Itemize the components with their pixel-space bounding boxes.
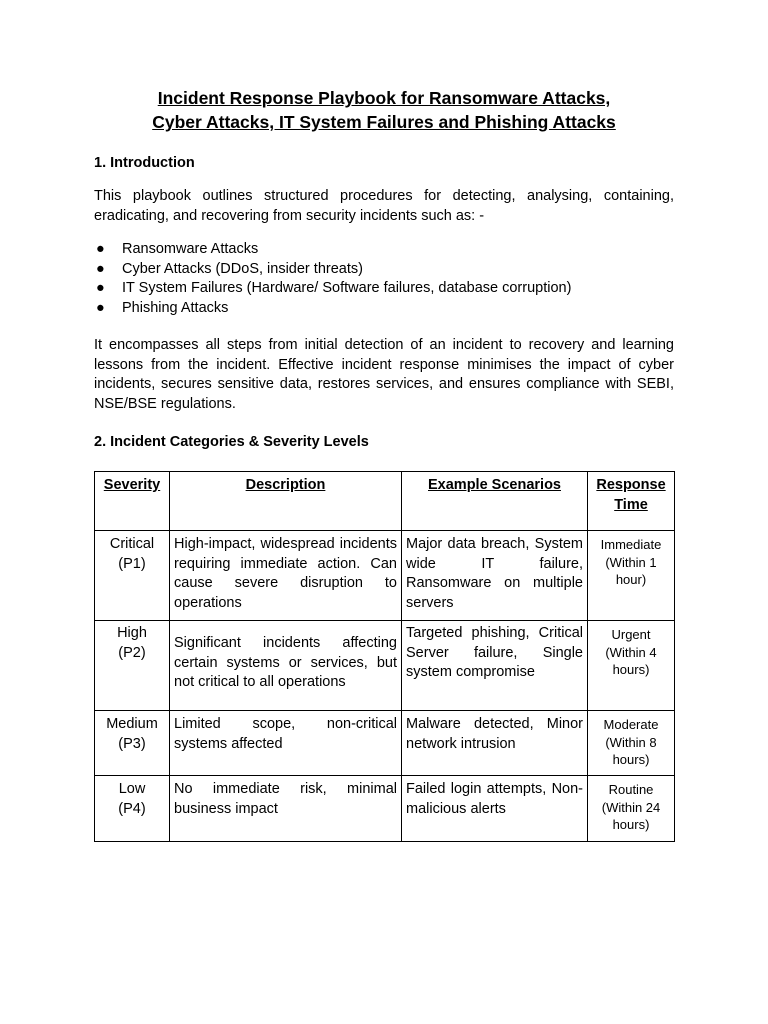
- section-heading-severity: 2. Incident Categories & Severity Levels: [94, 434, 369, 450]
- incident-type-list: [94, 240, 674, 318]
- response-time-cell: Routine (Within 24 hours): [588, 776, 675, 842]
- header-example-scenarios: Example Scenarios: [402, 472, 588, 531]
- response-time-cell: Immediate (Within 1 hour): [588, 531, 675, 621]
- list-item: ● Phishing Attacks: [94, 299, 674, 319]
- examples-cell: Targeted phishing, Critical Server failure, Single system compromise: [402, 621, 588, 711]
- description-cell: High-impact, widespread incidents requiring immediate action. Can cause severe disruption to operations: [170, 531, 402, 621]
- severity-table: [94, 471, 675, 842]
- scope-paragraph: It encompasses all steps from initial detection of an incident to recovery and learning lessons from the incident. Effective incident response minimises the impact of cyber incidents, secures sensitive data, restores services, and ensures compliance with SEBI, NSE/BSE regulations.: [94, 337, 674, 412]
- severity-cell: Medium (P3): [95, 711, 170, 776]
- list-item: ● Ransomware Attacks: [94, 240, 674, 260]
- list-item: ● Cyber Attacks (DDoS, insider threats): [94, 260, 674, 280]
- severity-cell: Low (P4): [95, 776, 170, 842]
- title-line-1: Incident Response Playbook for Ransomware Attacks,: [157, 88, 611, 108]
- header-response-time: Response Time: [588, 472, 675, 531]
- description-cell: No immediate risk, minimal business impact: [170, 776, 402, 842]
- header-severity: Severity: [95, 472, 170, 531]
- table-row: [95, 621, 675, 711]
- description-cell: Significant incidents affecting certain systems or services, but not critical to all operations: [170, 621, 402, 711]
- bullet-icon: ●: [96, 280, 105, 296]
- table-row: [95, 776, 675, 842]
- examples-cell: Major data breach, System wide IT failure, Ransomware on multiple servers: [402, 531, 588, 621]
- bullet-icon: ●: [96, 260, 105, 277]
- list-item: ● IT System Failures (Hardware/ Software failures, database corruption): [94, 279, 674, 299]
- severity-cell: Critical (P1): [95, 531, 170, 621]
- response-time-cell: Moderate (Within 8 hours): [588, 711, 675, 776]
- response-time-cell: Urgent (Within 4 hours): [588, 621, 675, 711]
- severity-cell: High (P2): [95, 621, 170, 711]
- intro-paragraph: This playbook outlines structured procedures for detecting, analysing, containing, eradicating, and recovering from security incidents such as: -: [94, 188, 674, 224]
- section-heading-introduction: 1. Introduction: [94, 155, 195, 171]
- table-header-row: [95, 472, 675, 531]
- table-row: [95, 711, 675, 776]
- bullet-icon: ●: [96, 241, 105, 257]
- header-description: Description: [170, 472, 402, 531]
- examples-cell: Failed login attempts, Non-malicious alerts: [402, 776, 588, 842]
- document-title: [94, 86, 674, 134]
- examples-cell: Malware detected, Minor network intrusion: [402, 711, 588, 776]
- description-cell: Limited scope, non-critical systems affected: [170, 711, 402, 776]
- bullet-icon: ●: [96, 299, 105, 316]
- title-line-2: Cyber Attacks, IT System Failures and Phishing Attacks: [152, 112, 616, 132]
- table-row: [95, 531, 675, 621]
